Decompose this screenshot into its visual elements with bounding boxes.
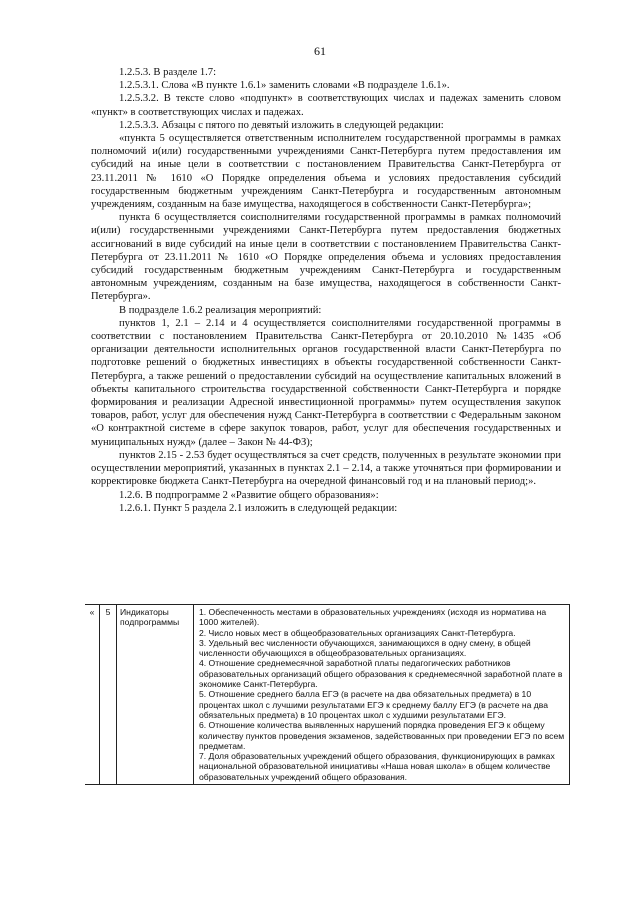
- table-row: [85, 605, 570, 785]
- paragraph: 1.2.5.3.1. Слова «В пункте 1.6.1» заменить словами «В подразделе 1.6.1».: [119, 80, 450, 92]
- paragraph: пунктов 1, 2.1 – 2.14 и 4 осуществляется соисполнителями государственной программы в соответствии с постановлением Правительства Санкт-Петербурга от 20.10.2010 №1435 «Об организации деятельности исполнительных органов государственной власти Санкт-Петербурга по подготовке решений о бюджетных инвестициях в объекты государственной собственности Санкт-Петербурга, а также решений о предоставлении субсидий на осуществление капитальных вложений в объекты капитального строительства государственной собственности Санкт-Петербурга и порядке формирования и реализации Адресной инвестиционной программы» путем осуществления закупок товаров, работ, услуг для обеспечения нужд Санкт-Петербурга в соответствии с Федеральным законом «О контрактной системе в сфере закупок товаров, работ, услуг для обеспечения государственных и муниципальных нужд» (далее – Закон № 44-ФЗ);: [91, 317, 561, 448]
- indicators-list: [194, 605, 570, 785]
- paragraph: В подразделе 1.6.2 реализация мероприятий:: [119, 304, 322, 316]
- indicator-item: 5. Отношение среднего балла ЕГЭ (в расчете на два обязательных предмета) в 10 процентах школ с лучшими результатами ЕГЭ к среднему баллу ЕГЭ (в расчете на два обязательных предмета) в 10 процентах школ с худшими результатами ЕГЭ.: [199, 689, 549, 720]
- document-body: [91, 66, 561, 515]
- indicator-item: 2. Число новых мест в общеобразовательных организациях Санкт-Петербурга.: [199, 627, 516, 638]
- row-title: Индикаторы подпрограммы: [117, 605, 194, 785]
- paragraph: 1.2.5.3. В разделе 1.7:: [119, 67, 217, 78]
- opening-quote: «: [85, 605, 100, 785]
- indicators-table: [85, 604, 570, 785]
- row-number: 5: [100, 605, 117, 785]
- paragraph: 1.2.6. В подпрограмме 2 «Развитие общего образования»:: [119, 489, 379, 501]
- paragraph: 1.2.5.3.2. В тексте слово «подпункт» в соответствующих числах и падежах заменить словом «пункт» в соответствующих числах и падежах.: [91, 93, 561, 118]
- paragraph: «пункта 5 осуществляется ответственным исполнителем государственной программы в рамках полномочий и(или) государственными учреждениями Санкт-Петербурга путем предоставления им субсидий на иные цели в соответствии с постановлением Правительства Санкт-Петербурга от 23.11.2011 № 1610 «О Порядке определения объема и условиях предоставления субсидий государственным бюджетным учреждениям Санкт-Петербурга и государственным автономным учреждениям, созданным на базе имущества, находящегося в собственности Санкт-Петербурга»;: [91, 133, 561, 211]
- indicator-item: 6. Отношение количества выявленных нарушений порядка проведения ЕГЭ к общему количеству пунктов проведения экзаменов, задействованных при проведении ЕГЭ по всем предметам.: [199, 720, 565, 751]
- paragraph: пункта 6 осуществляется соисполнителями государственной программы в рамках полномочий и(или) государственными учреждениями Санкт-Петербурга путем предоставления бюджетных ассигнований в виде субсидий на иные цели в соответствии с постановлением Правительства Санкт-Петербурга от 23.11.2011 № 1610 «О Порядке определения объема и условиях предоставления субсидий государственным бюджетным учреждениям Санкт-Петербурга и государственным автономным учреждениям, созданным на базе имущества, находящегося в собственности Санкт-Петербурга».: [91, 212, 561, 303]
- paragraph: пунктов 2.15 - 2.53 будет осуществляться за счет средств, полученных в результате экономии при осуществлении мероприятий, указанных в пунктах 2.1 – 2.14, а также уточняться при формировании и корректировке бюджета Санкт-Петербурга на очередной финансовый год и на плановый период;».: [91, 449, 561, 488]
- indicator-item: 4. Отношение среднемесячной заработной платы педагогических работников образовательных организаций общего образования к среднемесячной заработной плате в экономике Санкт-Петербурга.: [199, 658, 563, 690]
- page-number: 61: [314, 44, 326, 58]
- indicator-item: 7. Доля образовательных учреждений общего образования, функционирующих в рамках национальной образовательной инициативы «Наша новая школа» в общем количестве образовательных учреждений общего образования.: [199, 751, 555, 782]
- indicator-item: 1. Обеспеченность местами в образовательных учреждениях (исходя из норматива на 1000 жителей).: [199, 607, 547, 628]
- paragraph: 1.2.5.3.3. Абзацы с пятого по девятый изложить в следующей редакции:: [119, 119, 444, 131]
- indicator-item: 3. Удельный вес численности обучающихся, занимающихся в одну смену, в общей численности обучающихся в общеобразовательных организациях.: [199, 637, 531, 659]
- paragraph: 1.2.6.1. Пункт 5 раздела 2.1 изложить в следующей редакции:: [119, 502, 398, 514]
